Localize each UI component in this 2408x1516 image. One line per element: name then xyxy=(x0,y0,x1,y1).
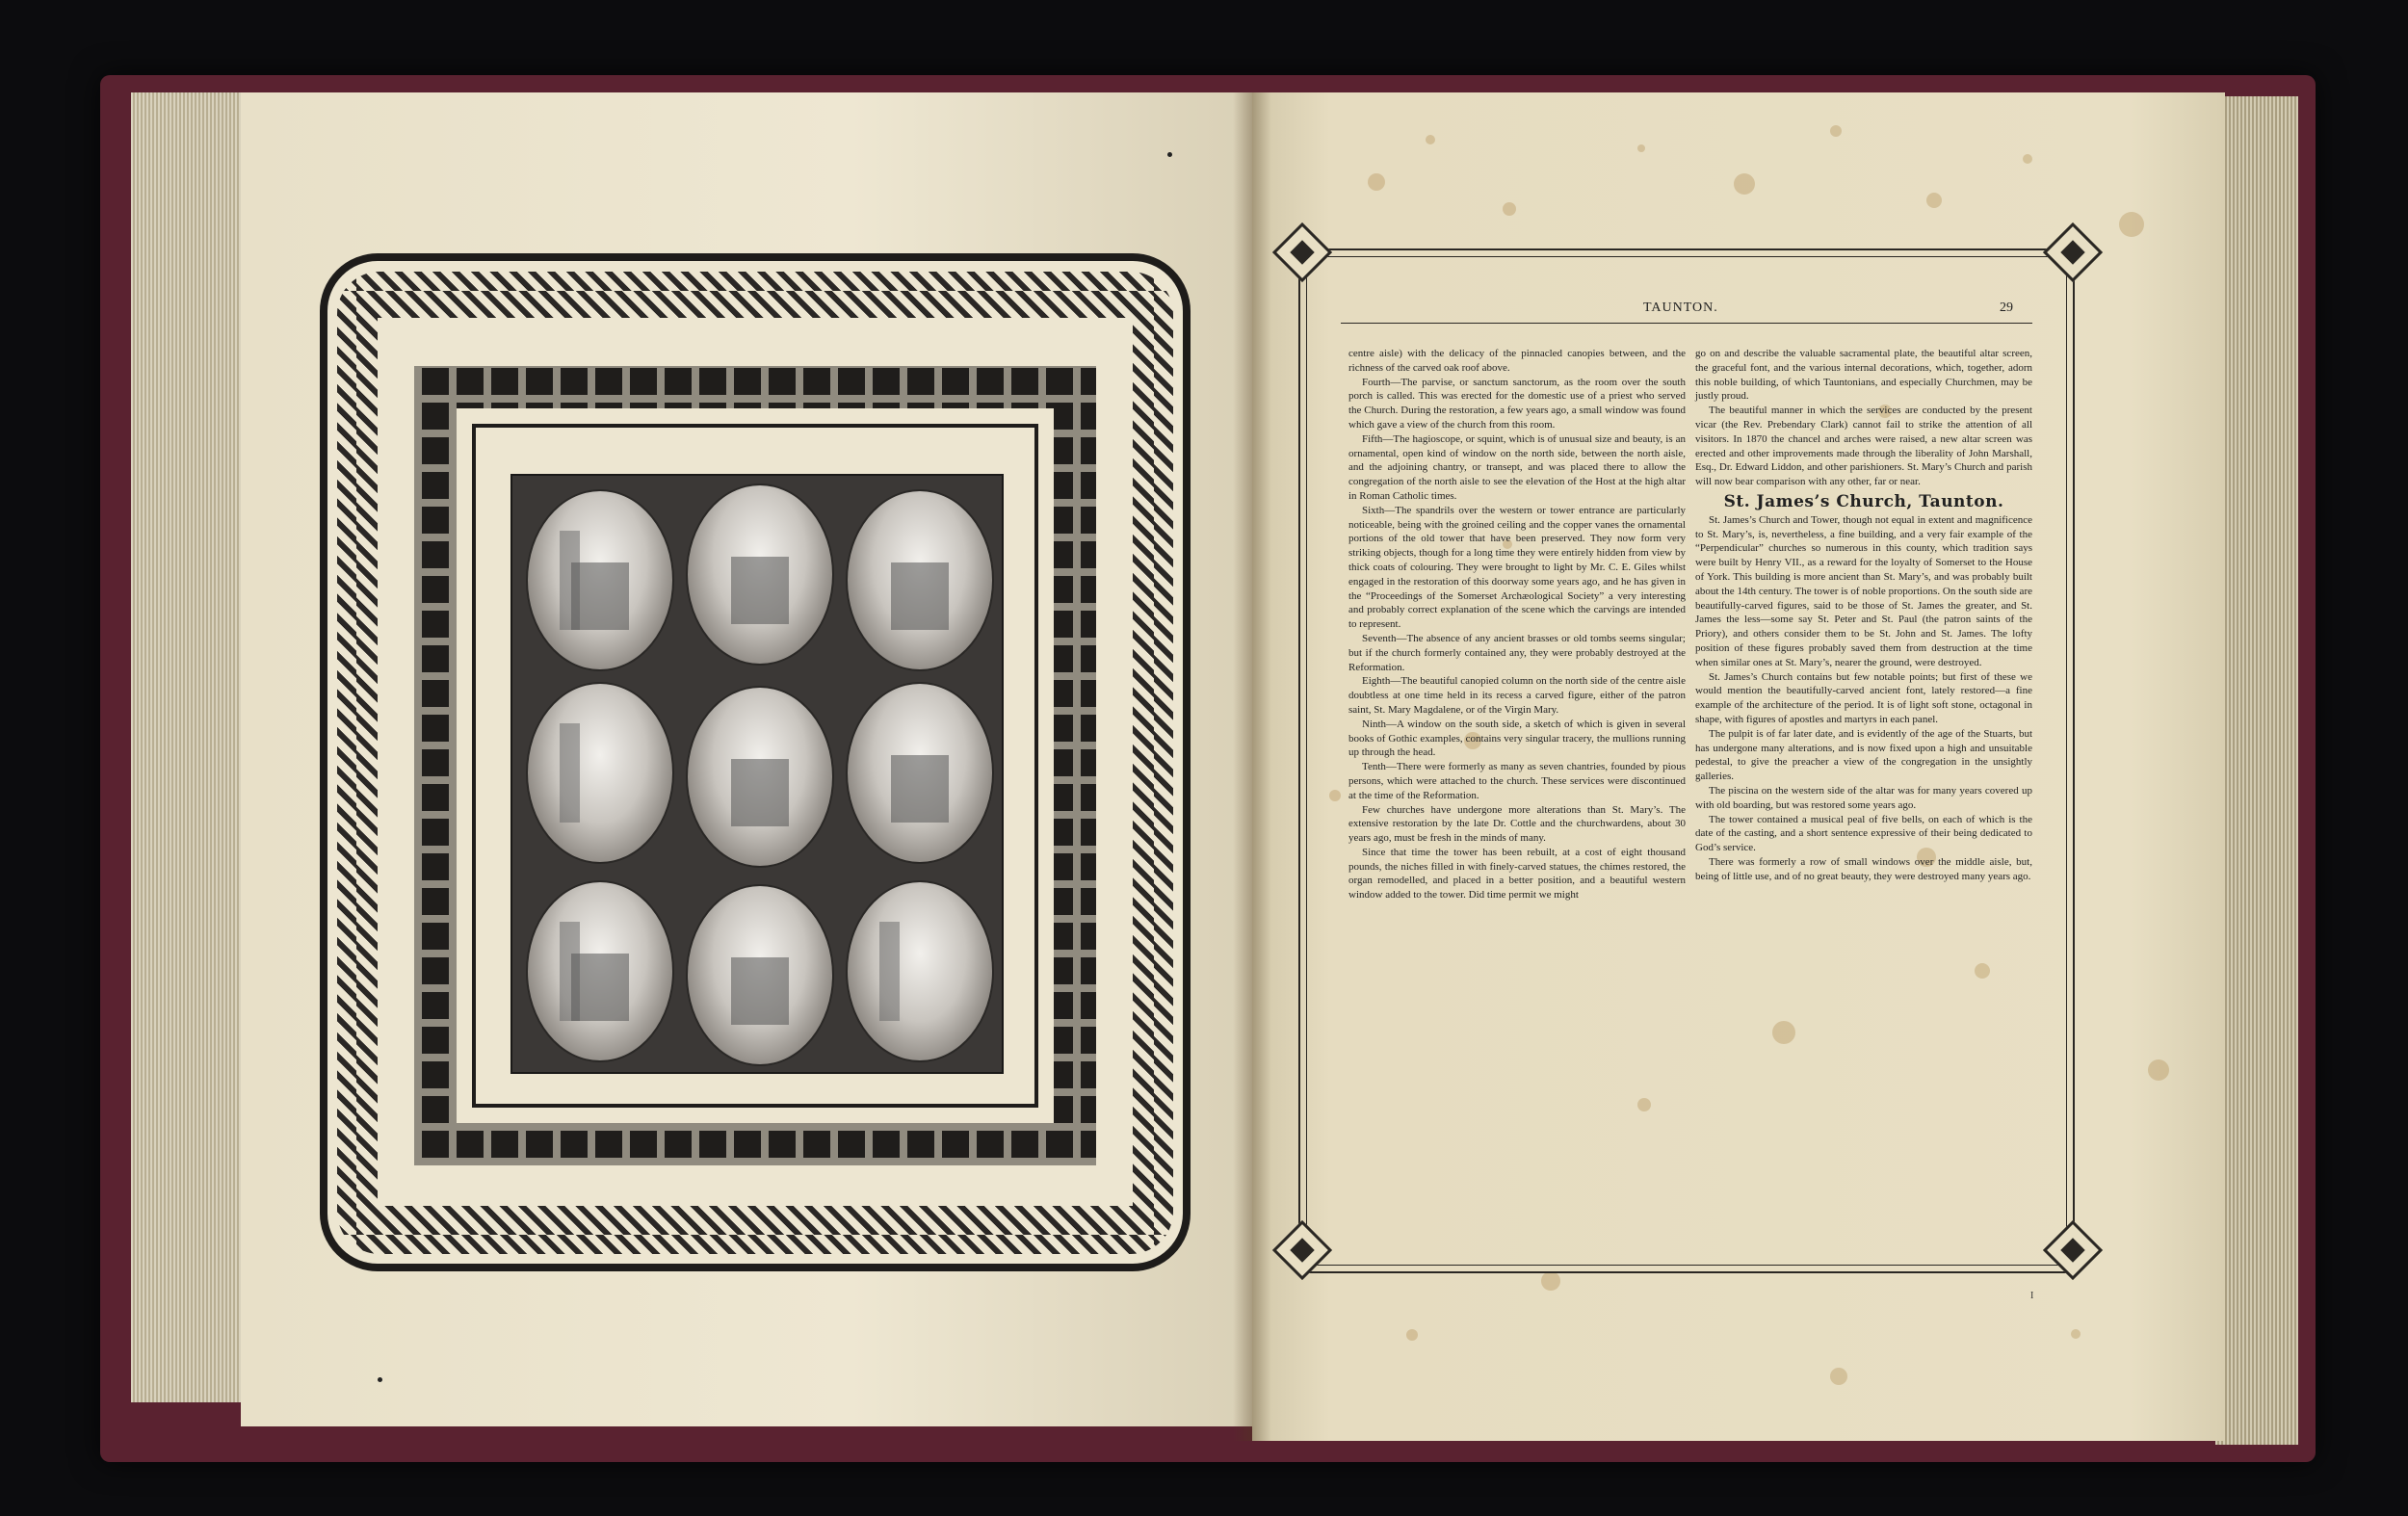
building-shape xyxy=(891,562,949,630)
building-shape xyxy=(560,723,580,823)
foxing-spot xyxy=(2071,1329,2081,1339)
building-shape xyxy=(731,957,789,1025)
paragraph: The beautiful manner in which the services are conducted by the present vicar (the Rev. Prebendary Clark) cannot fail to strike the attention of all visitors. In 1870 the chancel and arches were raised, a new altar screen was erected and other improvements made through the liberality of John Marshall, Esq., Dr. Edward Liddon, and other parishioners. St. Mary’s Church and parish will now bear comparison with any other, far or near. xyxy=(1695,405,2032,488)
page-edges-right xyxy=(2215,96,2298,1445)
paragraph: Seventh—The absence of any ancient brasses or old tombs seems singular; but if the church formerly contained any, they were probably destroyed at the Reformation. xyxy=(1348,632,1686,673)
paragraph: There was formerly a row of small windows over the middle aisle, but, being of little use, and of no great beauty, they were destroyed many years ago. xyxy=(1695,855,2032,882)
building-shape xyxy=(731,557,789,624)
text-column-2 xyxy=(1695,347,2032,883)
foxing-spot xyxy=(1830,1368,1847,1385)
paragraph: Since that time the tower has been rebuilt, at a cost of eight thousand pounds, the niches filled in with finely-carved statues, the chimes restored, the organ remodelled, and placed in a better position, and a beautiful western window added to the tower. Did time permit we might xyxy=(1348,846,1686,902)
paragraph: Tenth—There were formerly as many as seven chantries, founded by pious persons, which were attached to the church. These services were discontinued at the time of the Reformation. xyxy=(1348,761,1686,801)
paragraph: Fifth—The hagioscope, or squint, which is of unusual size and beauty, is an ornamental, open kind of window on the north side, between the north aisle, and the adjoining chantry, or transept, and was placed there to allow the congregation of the north aisle to see the elevation of the Host at the high altar in Roman Catholic times. xyxy=(1348,432,1686,502)
oval-view xyxy=(686,686,834,868)
oval-view xyxy=(846,880,994,1062)
foxing-spot xyxy=(1503,202,1516,216)
building-shape xyxy=(731,759,789,826)
foxing-spot xyxy=(1541,1271,1560,1291)
oval-view xyxy=(846,489,994,671)
photograph-collage xyxy=(510,474,1004,1074)
book-gutter xyxy=(1233,92,1271,1441)
paragraph: St. James’s Church and Tower, though not equal in extent and magnificence to St. Mary’s, is, nevertheless, a fine building, and a very fair example of the “Perpendicular” churches so numerous in this county, which tradition says were built by Henry VII., as a reward for the loyalty of Somerset to the House of York. This building is more ancient than St. Mary’s, and was probably built about the 14th century. The tower is of noble proportions. On the south side are beautifully-carved figures, said to be those of St. James the greater, and St. James the less—some say St. Peter and St. Paul (the patron saints of the Priory), and others consider them to be St. John and St. James. The lofty position of these figures probably saved them from destruction at the time when similar ones at St. Mary’s, nearer the ground, were destroyed. xyxy=(1695,513,2032,668)
oval-view xyxy=(686,484,834,666)
running-head: TAUNTON. xyxy=(1643,301,1718,315)
paragraph: The tower contained a musical peal of five bells, on each of which is the date of the casting, and a short sentence expressive of their being dedicated to God’s service. xyxy=(1695,813,2032,854)
oval-view xyxy=(846,682,994,864)
foxing-spot xyxy=(1637,144,1645,152)
paragraph: Fourth—The parvise, or sanctum sanctorum, as the room over the south porch is called. This was erected for the domestic use of a priest who served the Church. During the restoration, a few years ago, a small window was found which gave a view of the church from this room. xyxy=(1348,376,1686,431)
foxing-spot xyxy=(1368,173,1385,191)
page-speck xyxy=(1167,152,1172,157)
paragraph: St. James’s Church contains but few notable points; but first of these we would mention the beautifully-carved ancient font, lately restored—a fine example of the architecture of the period. It is of light soft stone, octagonal in shape, with figures of apostles and martyrs in each panel. xyxy=(1695,670,2032,725)
oval-view xyxy=(526,880,674,1062)
oval-view xyxy=(526,489,674,671)
paragraph: The pulpit is of far later date, and is evidently of the age of the Stuarts, but has undergone many alterations, and is now fixed upon a high and unsuitable pedestal, to give the preacher a view of the congregation in the unsightly galleries. xyxy=(1695,727,2032,783)
paragraph: Sixth—The spandrils over the western or tower entrance are particularly noticeable, being with the groined ceiling and the copper vanes the ornamental portions of the old tower that have been preserved. They now form very striking objects, though for a long time they were entirely hidden from view by thick coats of colouring. They were brought to light by Mr. C. E. Giles whilst engaged in the restoration of this doorway some years ago, and he has given in the “Proceedings of the Somerset Archæological Society” a very interesting and probably correct explanation of the scene which the carvings are intended to represent. xyxy=(1348,504,1686,631)
paragraph: go on and describe the valuable sacramental plate, the beautiful altar screen, the graceful font, and the various internal decorations, which, together, adorn this noble building, of which Tauntonians, and especially Churchmen, may be justly proud. xyxy=(1695,348,2032,403)
text-column-1 xyxy=(1348,347,1686,902)
paragraph: Few churches have undergone more alterations than St. Mary’s. The extensive restoration by the late Dr. Cottle and the churchwardens, about 30 years ago, must be fresh in the minds of many. xyxy=(1348,803,1686,845)
foxing-spot xyxy=(1426,135,1435,144)
foxing-spot xyxy=(2023,154,2032,164)
page-edges-left xyxy=(131,92,247,1402)
foxing-spot xyxy=(1830,125,1842,137)
column-2-top xyxy=(1695,347,2032,489)
foxing-spot xyxy=(2119,212,2144,237)
foxing-spot xyxy=(2148,1059,2169,1081)
header-rule xyxy=(1341,323,2032,324)
paragraph: Eighth—The beautiful canopied column on the north side of the centre aisle doubtless at one time held in its recess a carved figure, either of the patron saint, St. Mary Magdalene, or of the Virgin Mary. xyxy=(1348,675,1686,716)
foxing-spot xyxy=(1926,193,1942,208)
foxing-spot xyxy=(1734,173,1755,195)
building-shape xyxy=(879,922,900,1022)
building-shape xyxy=(571,562,629,630)
building-shape xyxy=(571,954,629,1021)
paragraph: The piscina on the western side of the altar was for many years covered up with old boarding, but was restored some years ago. xyxy=(1695,784,2032,811)
oval-view xyxy=(526,682,674,864)
page-speck xyxy=(378,1377,382,1382)
section-heading: St. James’s Church, Taunton. xyxy=(1723,491,2004,511)
oval-view xyxy=(686,884,834,1066)
column-2-bottom xyxy=(1695,513,2032,884)
paragraph: centre aisle) with the delicacy of the pinnacled canopies between, and the richness of the carved oak roof above. xyxy=(1348,348,1686,374)
building-shape xyxy=(891,755,949,823)
page-number: 29 xyxy=(2000,301,2013,315)
foxing-spot xyxy=(1406,1329,1418,1341)
paragraph: Ninth—A window on the south side, a sketch of which is given in several books of Gothic examples, contains very singular tracery, the mullions running up through the head. xyxy=(1348,718,1686,759)
signature-mark: I xyxy=(2030,1291,2034,1301)
